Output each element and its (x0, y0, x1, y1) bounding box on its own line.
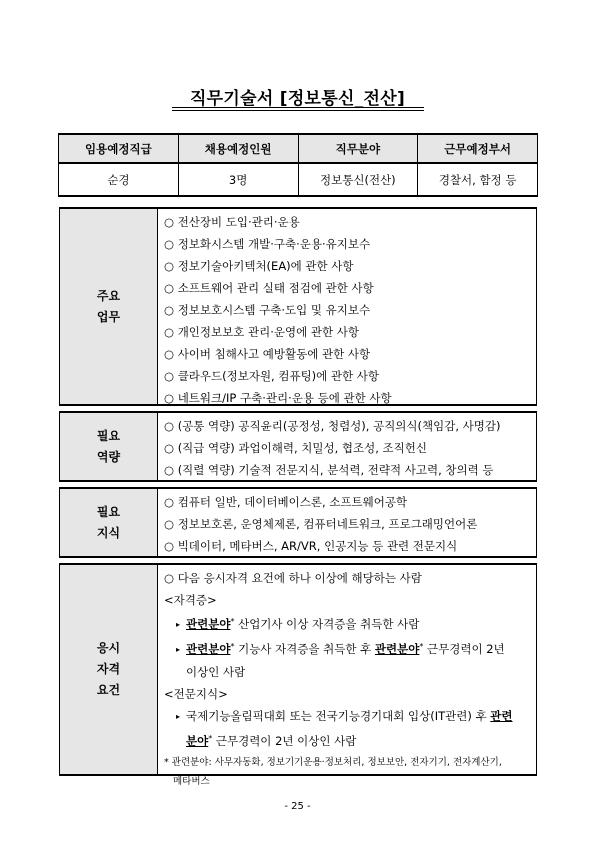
table-row (59, 163, 538, 196)
value-department: 경찰서, 함정 등 (418, 163, 538, 196)
duties-list (158, 209, 536, 404)
qualification-label (60, 565, 158, 774)
list-item: ○ 전산장비 도입·관리·운용 (164, 215, 300, 229)
knowledge-list (158, 489, 536, 556)
footnote-mark: * (419, 642, 424, 651)
qualification-body (158, 565, 536, 787)
header-rank: 임용예정직급 (59, 134, 179, 163)
page-number: - 25 - (284, 801, 311, 812)
list-item: ○ 정보보호론, 운영체제론, 컴퓨터네트워크, 프로그래밍언어론 (164, 517, 478, 531)
knowledge-label (60, 489, 158, 556)
certificate-item-2-text-end: 근무경력이 2년 (423, 642, 505, 656)
duties-section (59, 207, 537, 406)
related-field-term: 관련분야 (186, 617, 231, 631)
position-info-table (58, 133, 538, 197)
footnote-mark: * (230, 642, 235, 651)
qualification-label-line2: 자격 (96, 662, 121, 676)
duties-label (60, 209, 158, 404)
list-item: ○ (직렬 역량) 기술적 전문지식, 분석력, 전략적 사고력, 창의력 등 (164, 463, 494, 477)
list-item: ○ 클라우드(정보자원, 컴퓨팅)에 관한 사항 (164, 369, 380, 383)
competency-label (60, 413, 158, 480)
list-item: ○ 사이버 침해사고 예방활동에 관한 사항 (164, 347, 371, 361)
expert-item-continuation (164, 728, 536, 752)
knowledge-label-line2: 지식 (96, 525, 121, 540)
title-underline-thin (172, 110, 424, 111)
list-item: ○ (직급 역량) 과업이해력, 치밀성, 협조성, 조직헌신 (164, 441, 427, 455)
bullet-triangle-icon: ▸ (176, 712, 181, 721)
list-item: ○ 정보화시스템 개발·구축·운용·유지보수 (164, 237, 371, 251)
knowledge-section (59, 487, 537, 558)
related-field-term: 관련분야 (374, 642, 420, 656)
list-item: ○ 소프트웨어 관리 실태 점검에 관한 사항 (164, 281, 374, 295)
duties-label-line1: 주요 (96, 288, 121, 303)
header-headcount: 채용예정인원 (178, 134, 298, 163)
certificate-item-2-text: 기능사 자격증을 취득한 후 (234, 642, 375, 656)
related-field-term: 분야 (186, 734, 209, 748)
list-item: ○ 빅데이터, 메타버스, AR/VR, 인공지능 등 관련 전문지식 (164, 539, 458, 553)
value-headcount: 3명 (178, 163, 298, 196)
expert-item-text: 국제기능올림픽대회 또는 전국기능경기대회 입상(IT관련) 후 (186, 709, 487, 723)
certificate-item-2-continuation: 이상인 사람 (186, 665, 246, 679)
page-title: 직무기술서 [정보통신_전산] (189, 89, 406, 109)
qualification-intro: ○ 다음 응시자격 요건에 하나 이상에 해당하는 사람 (164, 571, 422, 585)
footnote-mark: * (230, 617, 235, 626)
certificate-item-2 (164, 636, 536, 661)
value-field: 정보통신(전산) (298, 163, 418, 196)
competency-list (158, 413, 536, 480)
footnote-mark: * (208, 734, 213, 743)
header-field: 직무분야 (298, 134, 418, 163)
qualification-section (59, 563, 537, 787)
bullet-triangle-icon: ▸ (176, 620, 181, 629)
duties-label-line2: 업무 (96, 309, 121, 324)
list-item: ○ 개인정보보호 관리·운영에 관한 사항 (164, 325, 359, 339)
certificate-header: <자격증> (164, 593, 217, 607)
related-field-term: 관련분야 (186, 642, 231, 656)
related-field-term: 관련 (490, 709, 513, 723)
competency-label-line1: 필요 (96, 428, 121, 443)
header-department: 근무예정부서 (418, 134, 538, 163)
list-item: ○ 정보보호시스템 구축·도입 및 유지보수 (164, 303, 371, 317)
knowledge-label-line1: 필요 (96, 504, 121, 519)
list-item: ○ 컴퓨터 일반, 데이터베이스론, 소프트웨어공학 (164, 495, 408, 509)
title-underline-thick (172, 107, 424, 108)
expert-item-text-end: 근무경력이 2년 이상인 사람 (212, 734, 357, 748)
footnote-line-2: 메타버스 (173, 776, 210, 787)
list-item: ○ 정보기술아키텍처(EA)에 관한 사항 (164, 259, 354, 273)
expert-knowledge-header: <전문지식> (164, 687, 228, 701)
list-item: ○ (공통 역량) 공직윤리(공정성, 청렴성), 공직의식(책임감, 사명감) (164, 419, 501, 433)
expert-item (164, 705, 536, 728)
footnote-line-1: * 관련분야: 사무자동화, 정보기기운용·정보처리, 정보보안, 전자기기, 전자계산기, (164, 757, 502, 768)
certificate-item-1-text: 산업기사 이상 자격증을 취득한 사람 (234, 617, 420, 631)
qualification-label-line3: 요건 (96, 683, 121, 697)
qualification-label-line1: 응시 (96, 641, 121, 655)
bullet-triangle-icon: ▸ (176, 645, 181, 654)
competency-section (59, 411, 537, 482)
table-header-row (59, 134, 538, 163)
certificate-item-1 (164, 611, 536, 636)
value-rank: 순경 (59, 163, 179, 196)
list-item: ○ 네트워크/IP 구축·관리·운용 등에 관한 사항 (164, 391, 392, 405)
competency-label-line2: 역량 (96, 449, 121, 464)
